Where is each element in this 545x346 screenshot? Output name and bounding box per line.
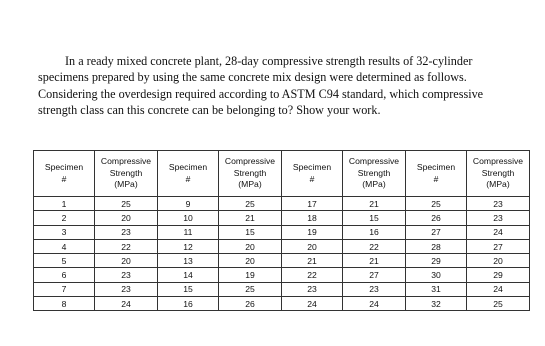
specimen-number-cell: 14 <box>158 268 219 282</box>
table-row <box>34 282 530 296</box>
specimen-number-cell: 22 <box>282 268 343 282</box>
strength-value-cell: 24 <box>467 282 530 296</box>
strength-value-cell: 27 <box>467 239 530 253</box>
specimen-number-cell: 25 <box>406 197 467 211</box>
header-line: Strength <box>233 167 267 178</box>
specimen-number-cell: 10 <box>158 211 219 225</box>
specimen-column-header <box>34 151 95 197</box>
strength-value-cell: 21 <box>219 211 282 225</box>
specimen-number-cell: 13 <box>158 254 219 268</box>
header-line: Specimen <box>44 162 84 172</box>
header-line: Specimen <box>168 162 208 172</box>
specimen-number-cell: 12 <box>158 239 219 253</box>
table-header-row <box>34 151 530 197</box>
strength-value-cell: 23 <box>95 225 158 239</box>
strength-value-cell: 25 <box>219 197 282 211</box>
strength-value-cell: 22 <box>343 239 406 253</box>
problem-statement <box>38 53 508 119</box>
header-line: Compressive <box>224 156 276 167</box>
strength-column-header <box>467 151 530 197</box>
header-line: (MPa) <box>486 179 510 190</box>
strength-value-cell: 21 <box>343 197 406 211</box>
header-line: Strength <box>481 167 515 178</box>
strength-value-cell: 26 <box>219 297 282 311</box>
specimen-column-header <box>158 151 219 197</box>
specimen-number-cell: 6 <box>34 268 95 282</box>
specimen-number-cell: 15 <box>158 282 219 296</box>
table-row <box>34 211 530 225</box>
header-line: # <box>61 173 67 184</box>
strength-value-cell: 16 <box>343 225 406 239</box>
strength-value-cell: 23 <box>343 282 406 296</box>
header-line: # <box>309 173 315 184</box>
strength-value-cell: 25 <box>219 282 282 296</box>
specimen-number-cell: 31 <box>406 282 467 296</box>
strength-value-cell: 20 <box>95 211 158 225</box>
strength-value-cell: 20 <box>219 239 282 253</box>
specimen-number-cell: 21 <box>282 254 343 268</box>
problem-line: strength class can this concrete can be belonging to? Show your work. <box>38 103 381 118</box>
header-line: (MPa) <box>362 179 386 190</box>
specimen-number-cell: 7 <box>34 282 95 296</box>
strength-value-cell: 25 <box>95 197 158 211</box>
specimen-number-cell: 29 <box>406 254 467 268</box>
specimen-number-cell: 27 <box>406 225 467 239</box>
strength-value-cell: 23 <box>95 268 158 282</box>
strength-results-table <box>33 150 530 311</box>
strength-value-cell: 24 <box>95 297 158 311</box>
strength-value-cell: 25 <box>467 297 530 311</box>
specimen-column-header <box>406 151 467 197</box>
strength-column-header <box>343 151 406 197</box>
specimen-number-cell: 19 <box>282 225 343 239</box>
strength-value-cell: 15 <box>219 225 282 239</box>
strength-column-header <box>95 151 158 197</box>
specimen-number-cell: 4 <box>34 239 95 253</box>
specimen-number-cell: 3 <box>34 225 95 239</box>
header-line: Compressive <box>472 156 524 167</box>
strength-value-cell: 23 <box>467 211 530 225</box>
header-line: # <box>433 173 439 184</box>
strength-value-cell: 29 <box>467 268 530 282</box>
specimen-number-cell: 26 <box>406 211 467 225</box>
specimen-number-cell: 16 <box>158 297 219 311</box>
strength-value-cell: 27 <box>343 268 406 282</box>
strength-value-cell: 19 <box>219 268 282 282</box>
header-line: Specimen <box>416 162 456 172</box>
specimen-number-cell: 8 <box>34 297 95 311</box>
strength-value-cell: 22 <box>95 239 158 253</box>
specimen-column-header <box>282 151 343 197</box>
specimen-number-cell: 11 <box>158 225 219 239</box>
specimen-number-cell: 1 <box>34 197 95 211</box>
table-row <box>34 254 530 268</box>
strength-value-cell: 24 <box>343 297 406 311</box>
specimen-number-cell: 9 <box>158 197 219 211</box>
specimen-number-cell: 18 <box>282 211 343 225</box>
table-row <box>34 239 530 253</box>
specimen-number-cell: 20 <box>282 239 343 253</box>
header-line: Compressive <box>100 156 152 167</box>
specimen-number-cell: 24 <box>282 297 343 311</box>
table-row <box>34 225 530 239</box>
specimen-number-cell: 32 <box>406 297 467 311</box>
specimen-number-cell: 17 <box>282 197 343 211</box>
strength-value-cell: 23 <box>467 197 530 211</box>
specimen-number-cell: 5 <box>34 254 95 268</box>
strength-value-cell: 24 <box>467 225 530 239</box>
strength-value-cell: 15 <box>343 211 406 225</box>
table-row <box>34 297 530 311</box>
header-line: # <box>185 173 191 184</box>
strength-value-cell: 21 <box>343 254 406 268</box>
header-line: Specimen <box>292 162 332 172</box>
specimen-number-cell: 28 <box>406 239 467 253</box>
strength-value-cell: 20 <box>95 254 158 268</box>
table-row <box>34 268 530 282</box>
strength-value-cell: 20 <box>467 254 530 268</box>
header-line: Strength <box>357 167 391 178</box>
table-row <box>34 197 530 211</box>
problem-line: Considering the overdesign required according to ASTM C94 standard, which compressive <box>38 86 484 101</box>
strength-column-header <box>219 151 282 197</box>
specimen-number-cell: 23 <box>282 282 343 296</box>
strength-value-cell: 20 <box>219 254 282 268</box>
header-line: Compressive <box>348 156 400 167</box>
table-body <box>34 197 530 311</box>
problem-line: In a ready mixed concrete plant, 28-day compressive strength results of 32-cylinder <box>65 54 473 68</box>
header-line: (MPa) <box>238 179 262 190</box>
specimen-number-cell: 2 <box>34 211 95 225</box>
header-line: Strength <box>109 167 143 178</box>
specimen-number-cell: 30 <box>406 268 467 282</box>
problem-line: specimens prepared by using the same concrete mix design were determined as follows. <box>38 70 467 85</box>
header-line: (MPa) <box>114 179 138 190</box>
strength-value-cell: 23 <box>95 282 158 296</box>
